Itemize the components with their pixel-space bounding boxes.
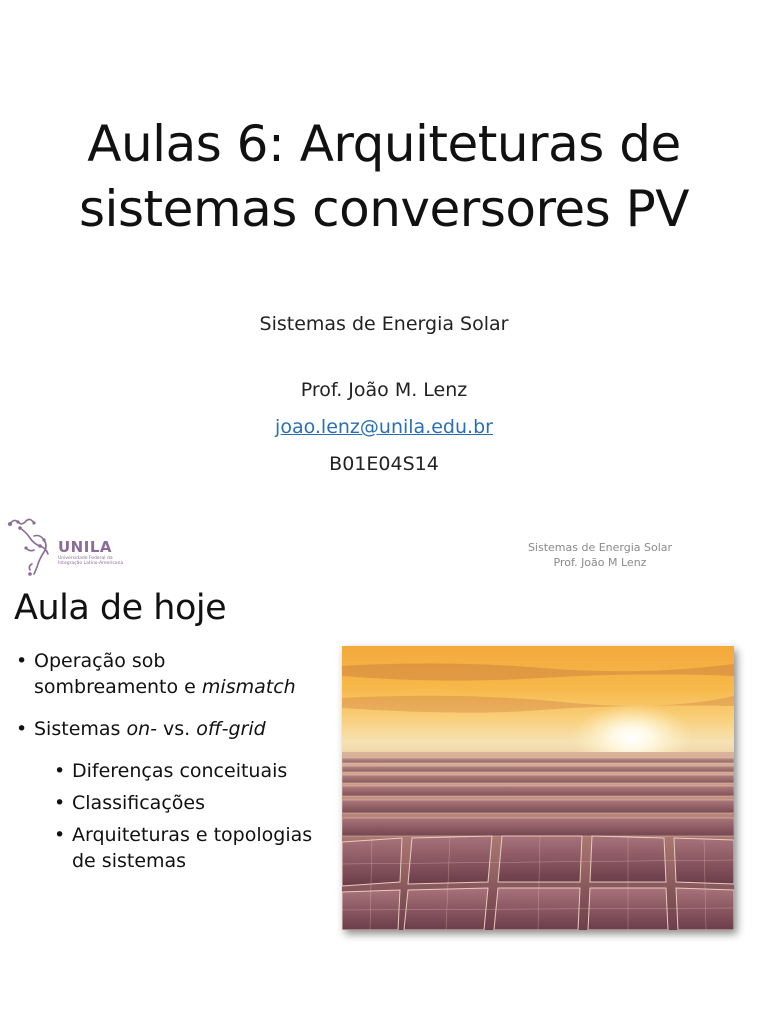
bullet-text: Arquiteturas e topologias [72, 824, 313, 846]
course-name: Sistemas de Energia Solar [259, 313, 509, 335]
bullet-emphasis: on- [126, 718, 157, 740]
sub-bullet-item [52, 758, 334, 784]
bullet-text: Classificações [72, 792, 205, 814]
unila-logo [6, 508, 126, 578]
bullet-text: de sistemas [72, 850, 187, 872]
bullet-text: Diferenças conceituais [72, 760, 288, 782]
solar-panels-photo [342, 646, 734, 930]
bullet-item [14, 648, 334, 700]
bullet-text: vs. [157, 718, 197, 740]
title-line-2: sistemas conversores PV [79, 180, 689, 238]
title-slide [0, 0, 768, 500]
slide-heading: Aula de hoje [14, 588, 227, 628]
bullet-item [14, 716, 334, 742]
sub-bullet-item [52, 790, 334, 816]
header-note [500, 540, 700, 570]
header-course: Sistemas de Energia Solar [527, 541, 673, 554]
bullet-text: Sistemas [34, 718, 127, 740]
bullet-emphasis: mismatch [201, 676, 296, 698]
logo-wordmark: UNILA [58, 538, 112, 556]
slide-title [0, 112, 768, 242]
header-professor: Prof. João M Lenz [553, 556, 647, 569]
logo-subtitle: Universidade Federal da Integração Latino-Americana [58, 556, 124, 566]
title-line-1: Aulas 6: Arquiteturas de [87, 115, 681, 173]
bullet-text: Operação sob [34, 650, 166, 672]
bullet-emphasis: off-grid [196, 718, 266, 740]
email-link[interactable]: joao.lenz@unila.edu.br [275, 416, 493, 438]
room-code: B01E04S14 [329, 453, 439, 475]
bullet-text: sombreamento e [34, 676, 202, 698]
professor-name: Prof. João M. Lenz [300, 379, 468, 401]
sub-bullet-item [52, 822, 334, 874]
author-block [0, 372, 768, 483]
bullet-list [14, 648, 334, 880]
content-slide [0, 500, 768, 1024]
solar-panels-sunset-icon [342, 646, 734, 930]
